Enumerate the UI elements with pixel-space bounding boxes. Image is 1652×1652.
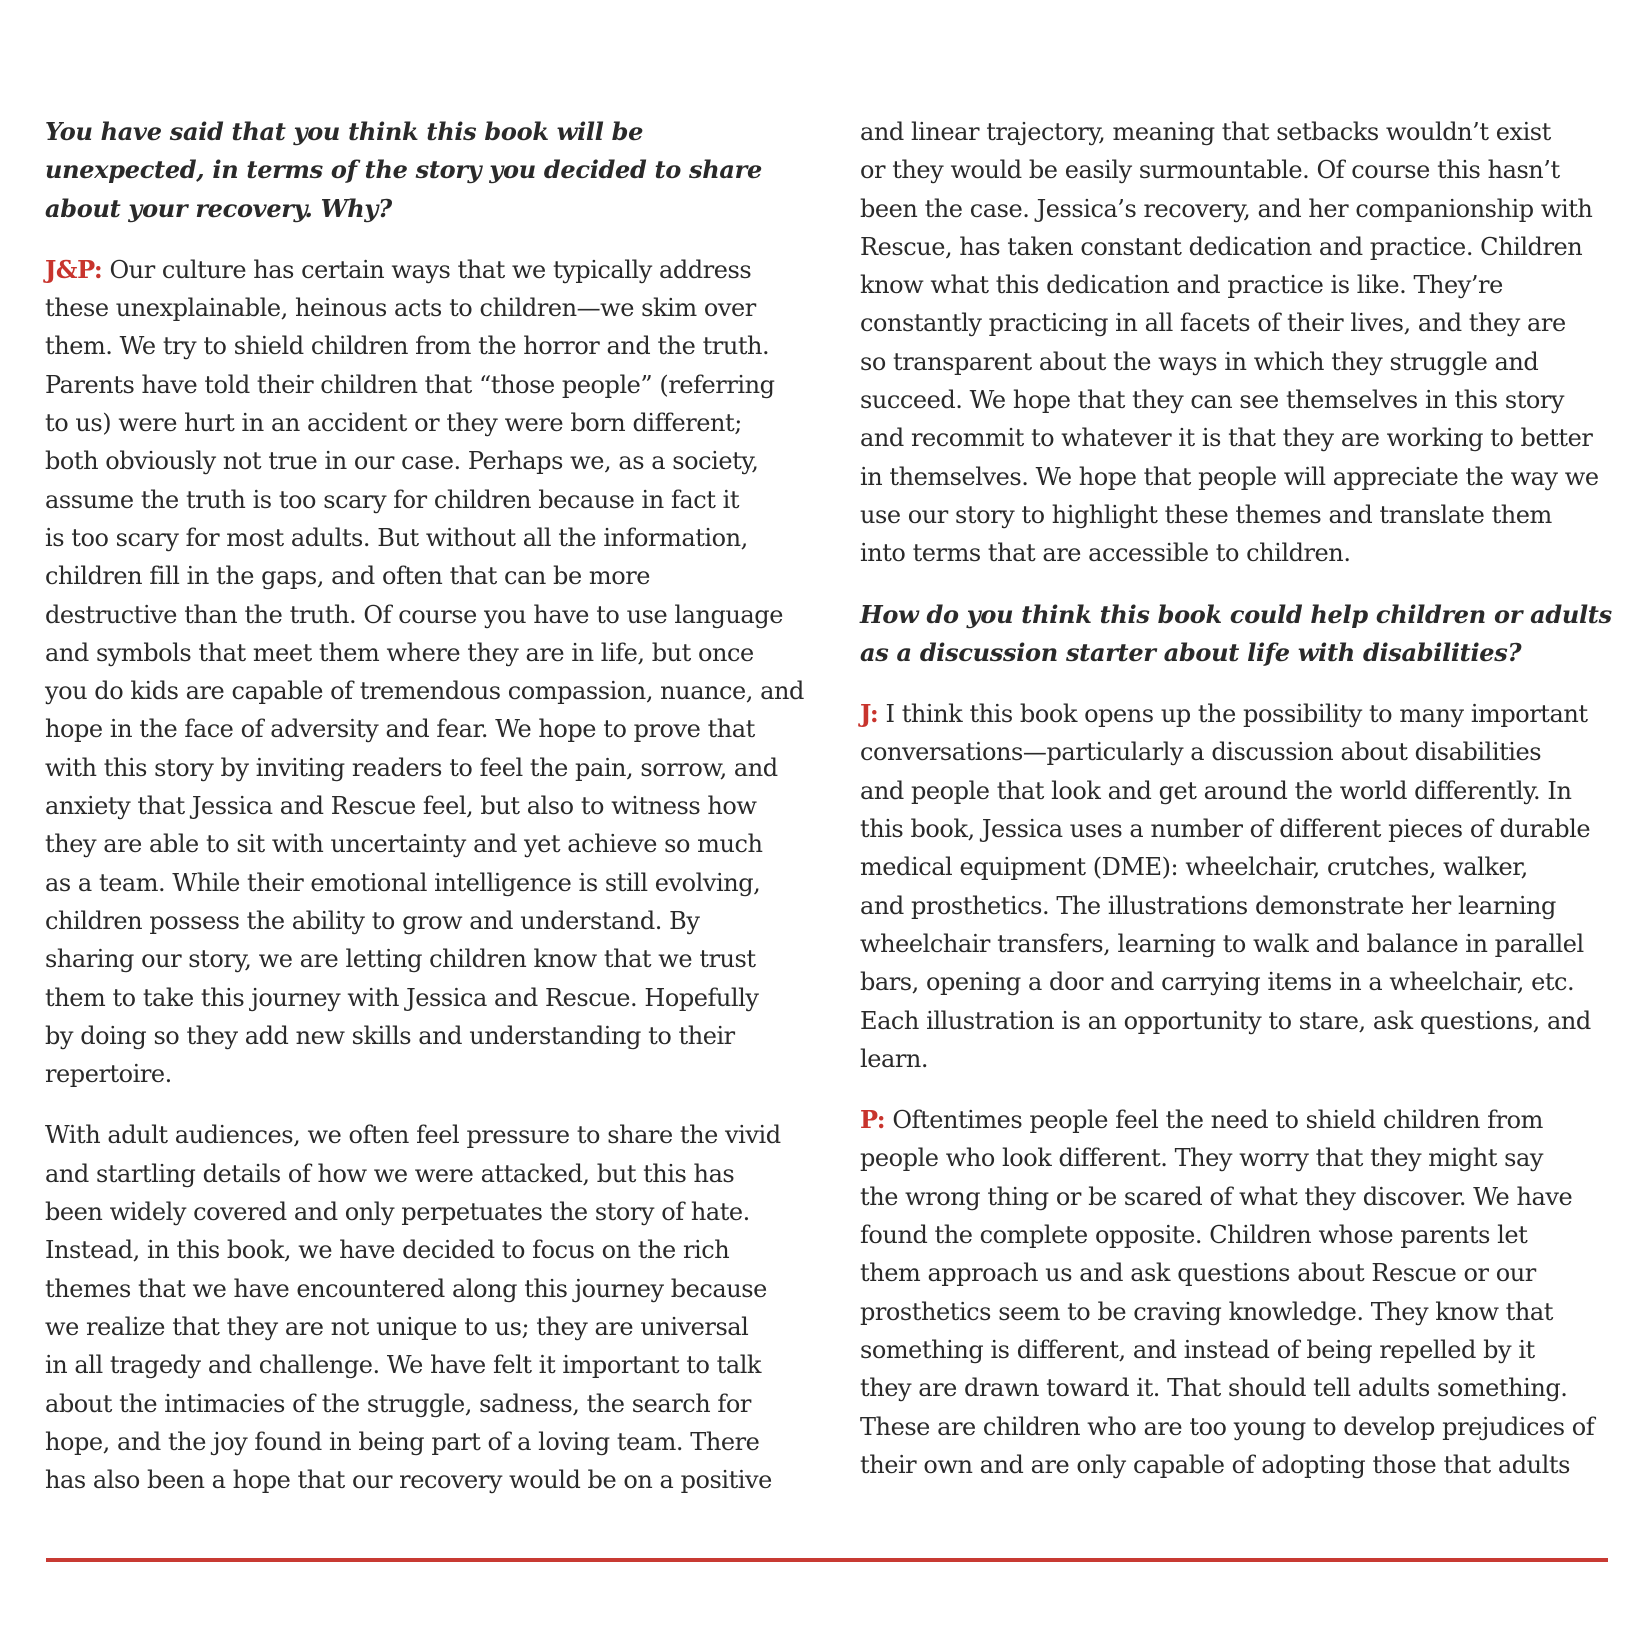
answer-text: Our culture has certain ways that we typically address <box>102 255 752 284</box>
question-unexpected <box>45 113 805 228</box>
speaker-label-j: J: <box>860 699 879 729</box>
answer-line: children possess the ability to grow and understand. By <box>45 906 700 935</box>
answer-line: both obviously not true in our case. Perhaps we, as a society, <box>45 447 759 476</box>
answer-line: prosthetics seem to be craving knowledge. They know that <box>860 1297 1553 1326</box>
paragraph-line: use our story to highlight these themes and translate them <box>860 500 1552 529</box>
answer-line: sharing our story, we are letting children know that we trust <box>45 945 756 974</box>
paragraph-line: Rescue, has taken constant dedication and practice. Children <box>860 232 1583 261</box>
answer-line: to us) were hurt in an accident or they were born different; <box>45 409 742 438</box>
paragraph-line: With adult audiences, we often feel pressure to share the vivid <box>45 1121 781 1150</box>
speaker-label-jp: J&P: <box>45 254 103 284</box>
paragraph-line: hope, and the joy found in being part of a loving team. There <box>45 1427 760 1456</box>
answer-line: you do kids are capable of tremendous compassion, nuance, and <box>45 677 804 706</box>
answer-line: Each illustration is an opportunity to stare, ask questions, and <box>860 1006 1591 1035</box>
answer-line: and prosthetics. The illustrations demonstrate her learning <box>860 891 1556 920</box>
paragraph-line: succeed. We hope that they can see themselves in this story <box>860 386 1565 415</box>
answer-line: this book, Jessica uses a number of different pieces of durable <box>860 815 1591 844</box>
paragraph-adult-audiences <box>45 1116 805 1499</box>
answer-line: wheelchair transfers, learning to walk and balance in parallel <box>860 929 1584 958</box>
question-line: as a discussion starter about life with disabilities? <box>860 637 1522 667</box>
paragraph-line: so transparent about the ways in which they struggle and <box>860 347 1539 376</box>
speaker-label-p: P: <box>860 1105 886 1135</box>
answer-line: bars, opening a door and carrying items in a wheelchair, etc. <box>860 968 1575 997</box>
answer-line: and symbols that meet them where they are in life, but once <box>45 638 754 667</box>
paragraph-continued <box>860 113 1620 573</box>
paragraph-line: and linear trajectory, meaning that setbacks wouldn’t exist <box>860 118 1551 146</box>
answer-line: conversations—particularly a discussion about disabilities <box>860 738 1542 767</box>
answer-line: people who look different. They worry that they might say <box>860 1144 1543 1173</box>
question-line: How do you think this book could help children or adults <box>860 599 1612 629</box>
paragraph-line: themes that we have encountered along this journey because <box>45 1274 767 1303</box>
answer-line: they are able to sit with uncertainty and yet achieve so much <box>45 830 763 859</box>
paragraph-line: in all tragedy and challenge. We have felt it important to talk <box>45 1351 762 1380</box>
answer-line: children fill in the gaps, and often that can be more <box>45 562 650 591</box>
answer-line: them to take this journey with Jessica and Rescue. Hopefully <box>45 983 759 1012</box>
answer-line: assume the truth is too scary for children because in fact it <box>45 485 740 514</box>
paragraph-line: and recommit to whatever it is that they are working to better <box>860 424 1593 453</box>
paragraph-line: in themselves. We hope that people will appreciate the way we <box>860 462 1599 491</box>
answer-line: them. We try to shield children from the horror and the truth. <box>45 332 770 361</box>
paragraph-line: has also been a hope that our recovery would be on a positive <box>45 1466 772 1495</box>
paragraph-line: or they would be easily surmountable. Of course this hasn’t <box>860 156 1560 185</box>
answer-text: Oftentimes people feel the need to shield children from <box>885 1106 1543 1135</box>
answer-p <box>860 1101 1620 1484</box>
paragraph-line: and startling details of how we were attacked, but this has <box>45 1159 735 1188</box>
answer-line: anxiety that Jessica and Rescue feel, but also to witness how <box>45 792 757 821</box>
answer-line: learn. <box>860 1044 929 1073</box>
answer-line: they are drawn toward it. That should tell adults something. <box>860 1374 1568 1403</box>
answer-line: medical equipment (DME): wheelchair, crutches, walker, <box>860 853 1528 882</box>
answer-line: their own and are only capable of adopting those that adults <box>860 1450 1570 1479</box>
paragraph-line: Instead, in this book, we have decided to focus on the rich <box>45 1236 730 1265</box>
paragraph-line: about the intimacies of the struggle, sadness, the search for <box>45 1389 751 1418</box>
paragraph-line: know what this dedication and practice is like. They’re <box>860 271 1503 300</box>
paragraph-line: been widely covered and only perpetuates the story of hate. <box>45 1198 750 1227</box>
paragraph-line: constantly practicing in all facets of their lives, and they are <box>860 309 1566 338</box>
answer-first-line <box>860 1101 1620 1139</box>
question-line: about your recovery. Why? <box>45 193 392 223</box>
answer-line: Parents have told their children that “those people” (referring <box>45 370 775 399</box>
question-line: unexpected, in terms of the story you decided to share <box>45 155 762 185</box>
right-column <box>860 113 1620 1507</box>
answer-line: something is different, and instead of being repelled by it <box>860 1335 1535 1364</box>
answer-line: repertoire. <box>45 1060 172 1089</box>
paragraph-line: into terms that are accessible to children. <box>860 539 1351 568</box>
left-column <box>45 113 805 1522</box>
question-line: You have said that you think this book will be <box>45 117 644 146</box>
answer-line: the wrong thing or be scared of what they discover. We have <box>860 1182 1573 1211</box>
answer-j <box>860 695 1620 1078</box>
answer-line: with this story by inviting readers to feel the pain, sorrow, and <box>45 753 778 782</box>
answer-line: destructive than the truth. Of course you have to use language <box>45 600 783 629</box>
question-discussion-starter <box>860 596 1620 673</box>
answer-first-line <box>860 695 1620 733</box>
answer-line: by doing so they add new skills and understanding to their <box>45 1021 735 1050</box>
answer-first-line <box>45 251 805 289</box>
paragraph-line: been the case. Jessica’s recovery, and her companionship with <box>860 194 1593 223</box>
answer-line: found the complete opposite. Children whose parents let <box>860 1221 1528 1250</box>
answer-line: them approach us and ask questions about Rescue or our <box>860 1259 1536 1288</box>
answer-line: hope in the face of adversity and fear. We hope to prove that <box>45 715 755 744</box>
answer-line: as a team. While their emotional intelligence is still evolving, <box>45 868 761 897</box>
answer-text: I think this book opens up the possibility to many important <box>878 700 1588 729</box>
answer-line: these unexplainable, heinous acts to children—we skim over <box>45 294 756 323</box>
answer-line: These are children who are too young to develop prejudices of <box>860 1412 1595 1441</box>
answer-jp <box>45 251 805 1094</box>
answer-line: and people that look and get around the world differently. In <box>860 776 1572 805</box>
paragraph-line: we realize that they are not unique to us; they are universal <box>45 1312 749 1341</box>
answer-line: is too scary for most adults. But without all the information, <box>45 523 748 552</box>
footer-rule <box>46 1558 1608 1562</box>
